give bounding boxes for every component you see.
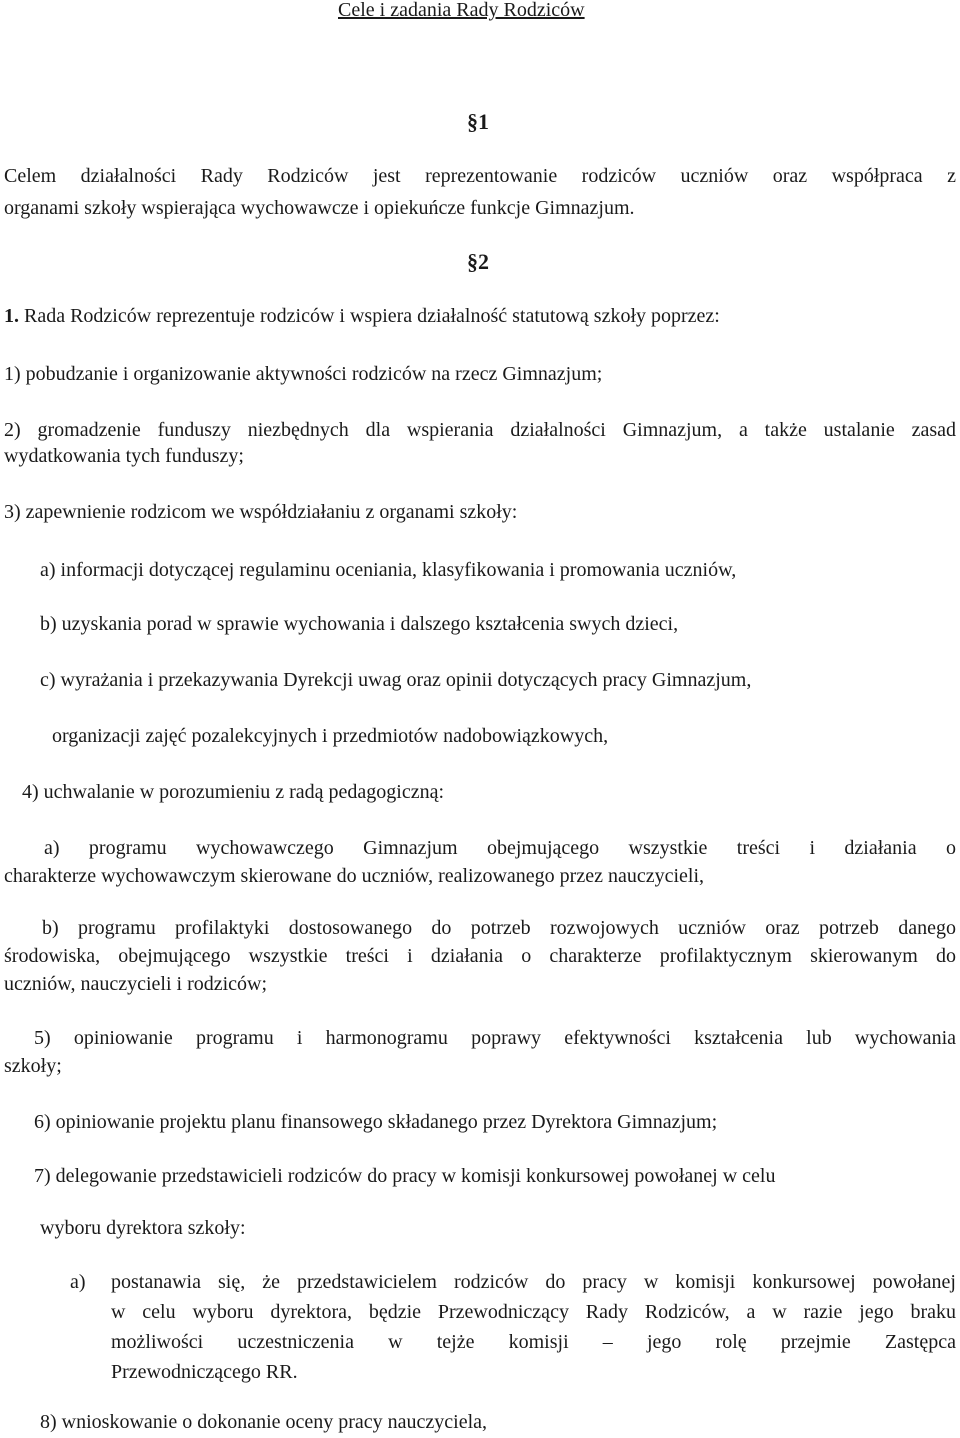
item-1: 1) pobudzanie i organizowanie aktywności rodziców na rzecz Gimnazjum; bbox=[4, 363, 603, 385]
intro-line bbox=[4, 300, 720, 332]
item-3: 3) zapewnienie rodzicom we współdziałaniu z organami szkoły: bbox=[4, 501, 518, 523]
item-8: 8) wnioskowanie o dokonanie oceny pracy nauczyciela, bbox=[40, 1411, 488, 1433]
item-4b-line-2: środowiska, obejmującego wszystkie treści i działania o charakterze profilaktycznym skierowanym do bbox=[4, 945, 956, 967]
intro-text: Rada Rodziców reprezentuje rodziców i wspiera działalność statutową szkoły poprzez: bbox=[24, 305, 720, 327]
paragraph-1-line-2: organami szkoły wspierająca wychowawcze i opiekuńcze funkcje Gimnazjum. bbox=[4, 197, 635, 219]
item-4a-line-2: charakterze wychowawczym skierowane do uczniów, realizowanego przez nauczycieli, bbox=[4, 865, 705, 887]
item-7a-line-1: postanawia się, że przedstawicielem rodziców do pracy w komisji konkursowej powołanej bbox=[111, 1271, 956, 1293]
item-3a: a) informacji dotyczącej regulaminu oceniania, klasyfikowania i promowania uczniów, bbox=[40, 559, 737, 581]
item-3b: b) uzyskania porad w sprawie wychowania i dalszego kształcenia swych dzieci, bbox=[40, 613, 679, 635]
item-4b-line-3: uczniów, nauczycieli i rodziców; bbox=[4, 973, 268, 995]
item-7a-line-3: możliwości uczestniczenia w tejże komisji – jego rolę przejmie Zastępca bbox=[111, 1331, 956, 1353]
item-7a-line-2: w celu wyboru dyrektora, będzie Przewodniczący Rady Rodziców, a w razie jego braku bbox=[111, 1301, 956, 1323]
item-4a-line-1: a) programu wychowawczego Gimnazjum obejmującego wszystkie treści i działania o bbox=[44, 837, 956, 859]
item-6: 6) opiniowanie projektu planu finansowego składanego przez Dyrektora Gimnazjum; bbox=[34, 1111, 718, 1133]
item-2-line-2: wydatkowania tych funduszy; bbox=[4, 445, 244, 467]
intro-number: 1. bbox=[4, 305, 19, 327]
item-2-line-1: 2) gromadzenie funduszy niezbędnych dla wspierania działalności Gimnazjum, a także ustalanie zasad bbox=[4, 419, 956, 441]
item-7-line-2: wyboru dyrektora szkoły: bbox=[40, 1217, 246, 1239]
item-5-line-1: 5) opiniowanie programu i harmonogramu poprawy efektywności kształcenia lub wychowania bbox=[34, 1027, 956, 1049]
item-4b-line-1: b) programu profilaktyki dostosowanego do potrzeb rozwojowych uczniów oraz potrzeb danego bbox=[42, 917, 956, 939]
section-heading-1: §1 bbox=[467, 109, 489, 134]
paragraph-1-line-1: Celem działalności Rady Rodziców jest reprezentowanie rodziców uczniów oraz współpraca z bbox=[4, 165, 956, 187]
item-4: 4) uchwalanie w porozumieniu z radą pedagogiczną: bbox=[22, 781, 445, 803]
section-heading-2: §2 bbox=[467, 249, 489, 274]
item-7a-line-4: Przewodniczącego RR. bbox=[111, 1361, 298, 1383]
item-7-line-1: 7) delegowanie przedstawicieli rodziców do pracy w komisji konkursowej powołanej w celu bbox=[34, 1165, 776, 1187]
item-3c: c) wyrażania i przekazywania Dyrekcji uwag oraz opinii dotyczących pracy Gimnazjum, bbox=[40, 669, 752, 691]
item-5-line-2: szkoły; bbox=[4, 1055, 62, 1077]
item-3d: organizacji zajęć pozalekcyjnych i przedmiotów nadobowiązkowych, bbox=[52, 725, 609, 747]
item-7a-marker: a) bbox=[70, 1271, 86, 1293]
document-title: Cele i zadania Rady Rodziców bbox=[338, 0, 585, 21]
